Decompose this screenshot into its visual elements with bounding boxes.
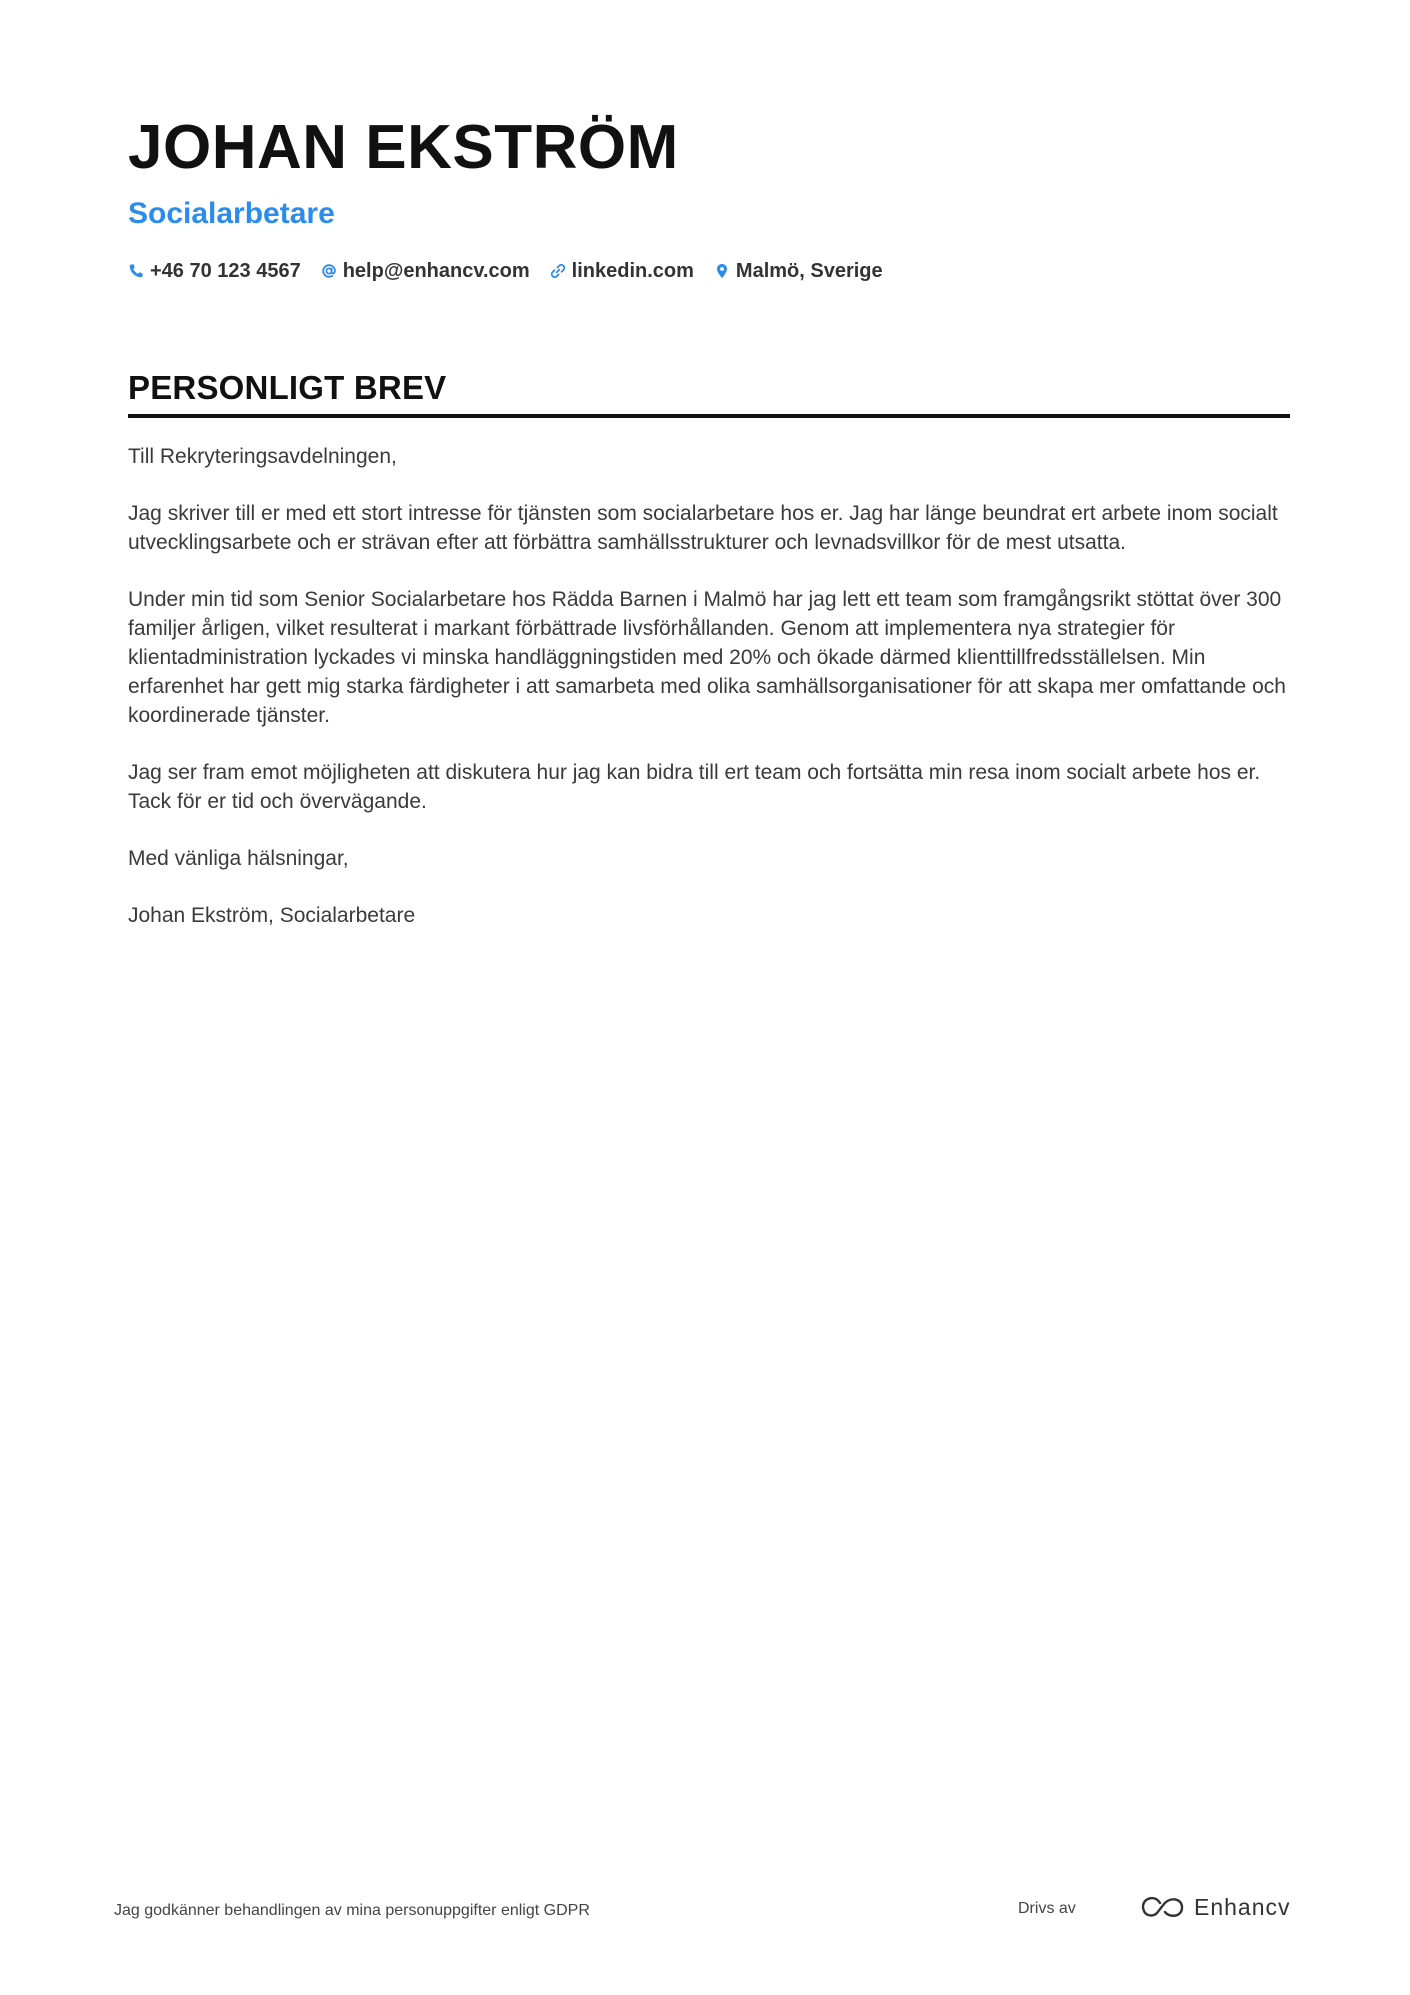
footer [114, 1892, 1294, 1932]
letter-paragraph: Under min tid som Senior Socialarbetare hos Rädda Barnen i Malmö har jag lett ett team som framgångsrikt stöttat över 300 familjer årligen, vilket resulterat i markant förbättrade livsförhållanden. Genom att implementera nya strategier för klientadministration lyckades vi minska handläggningstiden med 20% och ökade därmed klienttillfredsställelsen. Min erfarenhet har gett mig starka färdigheter i att samarbeta med olika samhällsorganisationer för att skapa mer omfattande och koordinerade tjänster. [128, 588, 1286, 727]
letter-closing: Med vänliga hälsningar, [128, 847, 349, 870]
contact-location [714, 256, 883, 286]
contact-email-text: help@enhancv.com [342, 260, 530, 282]
letter-paragraph: Jag skriver till er med ett stort intresse för tjänsten som socialarbetare hos er. Jag har länge beundrat ert arbete inom socialt utvecklingsarbete och er strävan efter att förbättra samhällsstrukturer och levnadsvillkor för de mest utsatta. [128, 502, 1278, 554]
header [128, 108, 1288, 286]
enhancv-brand-name: Enhancv [1194, 1894, 1291, 1920]
letter-greeting: Till Rekryteringsavdelningen, [128, 445, 397, 468]
at-icon [321, 263, 337, 279]
contact-email[interactable] [321, 256, 530, 286]
gdpr-consent-text: Jag godkänner behandlingen av mina personuppgifter enligt GDPR [114, 1902, 590, 1919]
phone-icon [128, 263, 144, 279]
contact-location-text: Malmö, Sverige [735, 260, 883, 282]
powered-by-label: Drivs av [1018, 1900, 1076, 1917]
letter-signature: Johan Ekström, Socialarbetare [128, 904, 416, 927]
location-pin-icon [714, 263, 730, 279]
contact-row [128, 256, 1288, 286]
cover-letter-section [128, 366, 1290, 958]
contact-phone-text: +46 70 123 4567 [150, 260, 301, 282]
letter-body [128, 442, 1290, 930]
section-title: PERSONLIGT BREV [128, 369, 447, 406]
candidate-title: Socialarbetare [128, 197, 335, 230]
enhancv-brand[interactable] [1138, 1892, 1291, 1922]
section-divider [128, 414, 1290, 418]
contact-link-text: linkedin.com [571, 260, 694, 282]
enhancv-logo-icon [1138, 1893, 1186, 1921]
letter-paragraph: Jag ser fram emot möjligheten att diskutera hur jag kan bidra till ert team och fortsätta min resa inom socialt arbete hos er. Tack för er tid och övervägande. [128, 761, 1261, 813]
link-icon [550, 263, 566, 279]
candidate-name: JOHAN EKSTRÖM [128, 113, 679, 182]
contact-link[interactable] [550, 256, 694, 286]
contact-phone [128, 256, 301, 286]
